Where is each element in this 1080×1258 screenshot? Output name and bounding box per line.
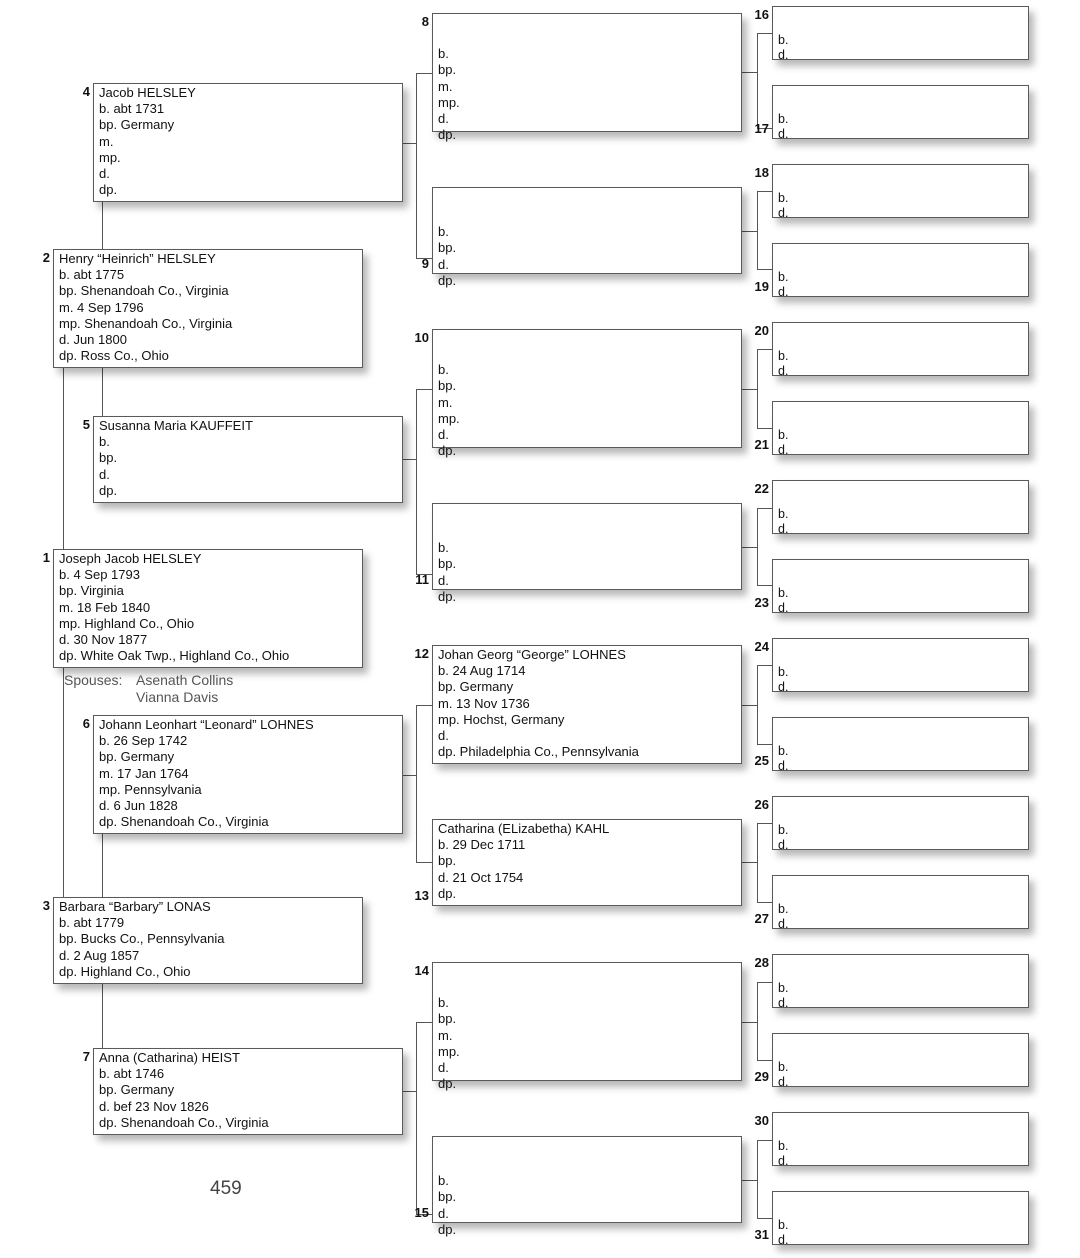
person-fact: d. — [778, 680, 789, 694]
person-name — [778, 491, 1028, 507]
person-fact: b. — [438, 540, 449, 556]
person-box[interactable] — [432, 1136, 742, 1237]
ancestor-number: 25 — [754, 753, 769, 768]
person-box[interactable] — [772, 875, 1029, 929]
person-fact: dp. Philadelphia Co., Pennsylvania — [438, 744, 639, 760]
person-fact: b. — [438, 224, 449, 240]
person-fact: dp. Shenandoah Co., Virginia — [99, 1114, 269, 1130]
connector-line — [757, 665, 758, 745]
person-box[interactable] — [432, 13, 742, 143]
person-name — [778, 728, 1028, 744]
connector-line — [757, 823, 758, 903]
person-fact: m. — [99, 133, 114, 149]
ancestor-number: 20 — [754, 323, 769, 338]
connector-line — [416, 705, 417, 863]
person-fact: dp. — [438, 1221, 457, 1237]
person-fact: b. 29 Dec 1711 — [438, 837, 526, 853]
person-fact: d. 2 Aug 1857 — [59, 947, 140, 963]
person-box[interactable] — [772, 243, 1029, 297]
person-fact: d. — [99, 466, 110, 482]
person-fact: b. abt 1779 — [59, 915, 125, 931]
person-box[interactable] — [772, 638, 1029, 692]
ancestor-number: 24 — [754, 639, 769, 654]
spouses-label: Spouses: — [64, 672, 123, 688]
person-name — [778, 886, 1028, 902]
connector-line — [757, 191, 758, 270]
connector-line — [757, 349, 773, 350]
person-fact: bp. Germany — [99, 1082, 175, 1098]
person-box[interactable] — [432, 503, 742, 604]
person-fact: dp. — [438, 127, 457, 143]
person-box[interactable] — [772, 480, 1029, 534]
connector-line — [416, 705, 433, 706]
person-fact: b. — [778, 1217, 789, 1232]
person-name: Johan Georg “George” LOHNES — [438, 647, 626, 662]
person-name: Susanna Maria KAUFFEIT — [99, 418, 253, 433]
connector-line — [741, 231, 758, 232]
person-name — [438, 1157, 741, 1173]
ancestor-number: 1 — [42, 550, 50, 565]
ancestor-number: 13 — [414, 888, 429, 903]
person-fact: dp. Highland Co., Ohio — [59, 963, 191, 979]
person-name — [438, 979, 741, 995]
person-box[interactable] — [53, 897, 363, 984]
person-fact: d. — [438, 572, 449, 588]
person-box[interactable] — [772, 1191, 1029, 1245]
person-fact: b. — [778, 190, 789, 205]
person-fact: bp. — [438, 1011, 457, 1027]
person-box[interactable] — [772, 717, 1029, 771]
person-fact: b. — [438, 362, 449, 378]
person-fact: d. — [778, 522, 789, 536]
person-name — [778, 254, 1028, 270]
ancestor-number: 18 — [754, 165, 769, 180]
person-name — [778, 965, 1028, 981]
person-name: Joseph Jacob HELSLEY — [59, 551, 202, 566]
connector-line — [757, 902, 773, 903]
person-name — [438, 208, 741, 224]
person-fact: d. — [778, 759, 789, 773]
person-fact: b. — [778, 901, 789, 916]
person-fact: m. 4 Sep 1796 — [59, 299, 144, 315]
connector-line — [63, 368, 64, 550]
person-fact: d. — [99, 166, 110, 182]
person-fact: b. — [778, 269, 789, 284]
person-fact: b. — [438, 1173, 449, 1189]
person-fact: b. — [778, 32, 789, 47]
person-fact: m. 13 Nov 1736 — [438, 695, 530, 711]
person-box[interactable] — [772, 1033, 1029, 1087]
person-fact: d. — [778, 838, 789, 852]
connector-line — [757, 1060, 773, 1061]
connector-line — [757, 349, 758, 429]
connector-line — [416, 862, 433, 863]
person-fact: b. abt 1775 — [59, 267, 125, 283]
connector-line — [102, 984, 103, 1049]
ancestor-number: 31 — [754, 1227, 769, 1242]
person-fact: d. — [438, 1060, 449, 1076]
connector-line — [757, 508, 758, 586]
ancestor-number: 10 — [414, 330, 429, 345]
person-box[interactable] — [772, 85, 1029, 139]
person-fact: b. 24 Aug 1714 — [438, 663, 526, 679]
connector-line — [102, 834, 103, 898]
person-fact: d. — [778, 1233, 789, 1247]
person-name — [778, 333, 1028, 349]
ancestor-number: 16 — [754, 7, 769, 22]
person-fact: bp. — [438, 556, 457, 572]
person-name — [778, 1044, 1028, 1060]
person-box[interactable] — [772, 796, 1029, 850]
connector-line — [416, 389, 417, 575]
person-box[interactable] — [772, 954, 1029, 1008]
person-fact: d. — [438, 427, 449, 443]
person-box[interactable] — [53, 249, 363, 368]
ancestor-number: 9 — [421, 256, 429, 271]
person-fact: b. — [99, 434, 110, 450]
person-fact: d. — [438, 111, 449, 127]
person-fact: b. abt 1746 — [99, 1066, 165, 1082]
person-fact: mp. — [438, 94, 460, 110]
person-fact: d. — [778, 601, 789, 615]
connector-line — [757, 428, 773, 429]
person-name — [778, 17, 1028, 33]
person-box[interactable] — [772, 401, 1029, 455]
person-fact: bp. — [438, 853, 457, 869]
person-fact: b. — [778, 822, 789, 837]
person-box[interactable] — [772, 6, 1029, 60]
person-name — [778, 412, 1028, 428]
person-fact: mp. Shenandoah Co., Virginia — [59, 315, 233, 331]
person-fact: b. 4 Sep 1793 — [59, 567, 140, 583]
person-box[interactable] — [772, 322, 1029, 376]
person-fact: d. 21 Oct 1754 — [438, 869, 524, 885]
connector-line — [416, 389, 433, 390]
connector-line — [402, 143, 417, 144]
person-fact: d. — [778, 285, 789, 299]
person-box[interactable] — [772, 559, 1029, 613]
person-fact: mp. — [99, 149, 121, 165]
person-name — [438, 346, 741, 362]
person-fact: m. — [438, 1027, 453, 1043]
person-name — [778, 1202, 1028, 1218]
person-fact: dp. Shenandoah Co., Virginia — [99, 814, 269, 830]
connector-line — [741, 547, 758, 548]
person-fact: d. — [778, 917, 789, 931]
person-fact: b. — [778, 585, 789, 600]
person-fact: dp. — [438, 272, 457, 288]
person-name: Barbara “Barbary” LONAS — [59, 899, 211, 914]
connector-line — [402, 775, 417, 776]
person-fact: d. — [438, 256, 449, 272]
person-box[interactable] — [93, 1048, 403, 1135]
ancestor-number: 29 — [754, 1069, 769, 1084]
ancestor-number: 15 — [414, 1205, 429, 1220]
person-fact: d. — [778, 996, 789, 1010]
person-fact: b. 26 Sep 1742 — [99, 733, 188, 749]
connector-line — [741, 1022, 758, 1023]
person-fact: b. abt 1731 — [99, 101, 165, 117]
person-name — [778, 1123, 1028, 1139]
person-fact: b. — [778, 664, 789, 679]
connector-line — [416, 1022, 433, 1023]
person-box[interactable] — [432, 187, 742, 288]
connector-line — [757, 191, 773, 192]
person-fact: b. — [438, 46, 449, 62]
person-fact: b. — [778, 348, 789, 363]
person-fact: b. — [778, 427, 789, 442]
person-fact: bp. Germany — [438, 679, 514, 695]
connector-line — [102, 368, 103, 417]
person-box[interactable] — [93, 715, 403, 834]
person-box[interactable] — [93, 83, 403, 202]
connector-line — [741, 1180, 758, 1181]
person-name: Catharina (ELizabetha) KAHL — [438, 821, 610, 836]
connector-line — [757, 823, 773, 824]
connector-line — [416, 73, 417, 259]
person-fact: dp. Ross Co., Ohio — [59, 348, 169, 364]
person-fact: bp. — [438, 240, 457, 256]
ancestor-number: 28 — [754, 955, 769, 970]
person-fact: b. — [778, 1059, 789, 1074]
person-fact: d. — [778, 48, 789, 62]
person-fact: b. — [438, 995, 449, 1011]
ancestor-number: 11 — [415, 572, 429, 587]
person-fact: b. — [778, 111, 789, 126]
person-fact: d. 6 Jun 1828 — [99, 798, 178, 814]
person-name: Henry “Heinrich” HELSLEY — [59, 251, 216, 266]
person-fact: mp. Hochst, Germany — [438, 711, 565, 727]
connector-line — [757, 744, 773, 745]
person-fact: b. — [778, 506, 789, 521]
person-name — [778, 96, 1028, 112]
person-box[interactable] — [432, 645, 742, 764]
ancestor-number: 2 — [42, 250, 50, 265]
person-fact: d. Jun 1800 — [59, 332, 127, 348]
page-number: 459 — [210, 1178, 242, 1199]
ancestor-number: 27 — [754, 911, 769, 926]
person-fact: m. 18 Feb 1840 — [59, 599, 151, 615]
person-fact: dp. — [438, 588, 457, 604]
connector-line — [757, 585, 773, 586]
connector-line — [741, 705, 758, 706]
ancestor-number: 4 — [82, 84, 90, 99]
ancestor-number: 7 — [82, 1049, 90, 1064]
ancestor-number: 30 — [754, 1113, 769, 1128]
connector-line — [741, 862, 758, 863]
person-box[interactable] — [53, 549, 363, 668]
person-fact: dp. — [99, 182, 118, 198]
ancestor-number: 19 — [754, 279, 769, 294]
person-box[interactable] — [93, 416, 403, 503]
person-fact: bp. — [99, 450, 118, 466]
person-name: Johann Leonhart “Leonard” LOHNES — [99, 717, 314, 732]
ancestor-number: 5 — [82, 417, 90, 432]
ancestor-number: 12 — [414, 646, 429, 661]
connector-line — [757, 1218, 773, 1219]
person-fact: mp. — [438, 1043, 460, 1059]
person-fact: d. — [778, 127, 789, 141]
connector-line — [416, 1022, 417, 1215]
person-fact: bp. Virginia — [59, 583, 124, 599]
person-name — [778, 570, 1028, 586]
person-fact: b. — [778, 980, 789, 995]
person-fact: d. — [778, 1075, 789, 1089]
person-fact: d. — [438, 728, 449, 744]
ancestor-number: 8 — [421, 14, 429, 29]
spouses-list — [64, 672, 233, 706]
person-fact: d. — [778, 364, 789, 378]
person-name: Jacob HELSLEY — [99, 85, 196, 100]
connector-line — [757, 33, 773, 34]
person-fact: dp. — [438, 1076, 457, 1092]
connector-line — [741, 72, 758, 73]
ancestor-number: 23 — [754, 595, 769, 610]
connector-line — [757, 982, 758, 1061]
person-box[interactable] — [432, 819, 742, 906]
connector-line — [757, 665, 773, 666]
ancestor-number: 3 — [42, 898, 50, 913]
person-box[interactable] — [432, 329, 742, 459]
ancestor-number: 21 — [754, 437, 769, 452]
ancestor-number: 26 — [754, 797, 769, 812]
ancestor-number: 14 — [414, 963, 429, 978]
person-fact: mp. Pennsylvania — [99, 781, 202, 797]
person-fact: bp. Shenandoah Co., Virginia — [59, 283, 229, 299]
person-box[interactable] — [772, 1112, 1029, 1166]
person-fact: dp. White Oak Twp., Highland Co., Ohio — [59, 648, 290, 664]
person-fact: m. — [438, 394, 453, 410]
person-fact: dp. — [438, 885, 457, 901]
ancestor-number: 17 — [754, 121, 769, 136]
person-fact: dp. — [99, 482, 118, 498]
connector-line — [402, 1091, 417, 1092]
person-fact: bp. Germany — [99, 749, 175, 765]
connector-line — [416, 73, 433, 74]
ancestor-number: 22 — [754, 481, 769, 496]
person-fact: mp. — [438, 410, 460, 426]
person-name: Anna (Catharina) HEIST — [99, 1050, 240, 1065]
person-fact: bp. — [438, 62, 457, 78]
person-fact: d. 30 Nov 1877 — [59, 632, 148, 648]
person-fact: mp. Highland Co., Ohio — [59, 615, 195, 631]
person-name — [438, 30, 741, 46]
person-fact: d. — [778, 1154, 789, 1168]
person-box[interactable] — [432, 962, 742, 1092]
person-box[interactable] — [772, 164, 1029, 218]
connector-line — [757, 1140, 773, 1141]
person-name — [778, 649, 1028, 665]
person-fact: bp. — [438, 378, 457, 394]
person-fact: d. — [778, 206, 789, 220]
person-fact: bp. — [438, 1189, 457, 1205]
person-fact: m. 17 Jan 1764 — [99, 765, 189, 781]
connector-line — [102, 202, 103, 250]
connector-line — [757, 508, 773, 509]
person-fact: d. — [778, 443, 789, 457]
person-fact: m. — [438, 78, 453, 94]
ancestor-number: 6 — [82, 716, 90, 731]
person-fact: dp. — [438, 443, 457, 459]
person-fact: b. — [778, 1138, 789, 1153]
person-name — [778, 807, 1028, 823]
person-name — [438, 524, 741, 540]
spouse-name: Vianna Davis — [136, 689, 219, 705]
connector-line — [402, 459, 417, 460]
connector-line — [757, 1140, 758, 1219]
person-fact: bp. Bucks Co., Pennsylvania — [59, 931, 225, 947]
person-fact: d. — [438, 1205, 449, 1221]
connector-line — [757, 982, 773, 983]
spouse-name: Asenath Collins — [136, 672, 234, 688]
connector-line — [741, 389, 758, 390]
connector-line — [757, 33, 758, 129]
person-fact: bp. Germany — [99, 117, 175, 133]
person-name — [778, 175, 1028, 191]
person-fact: d. bef 23 Nov 1826 — [99, 1098, 209, 1114]
connector-line — [757, 269, 773, 270]
person-fact: b. — [778, 743, 789, 758]
